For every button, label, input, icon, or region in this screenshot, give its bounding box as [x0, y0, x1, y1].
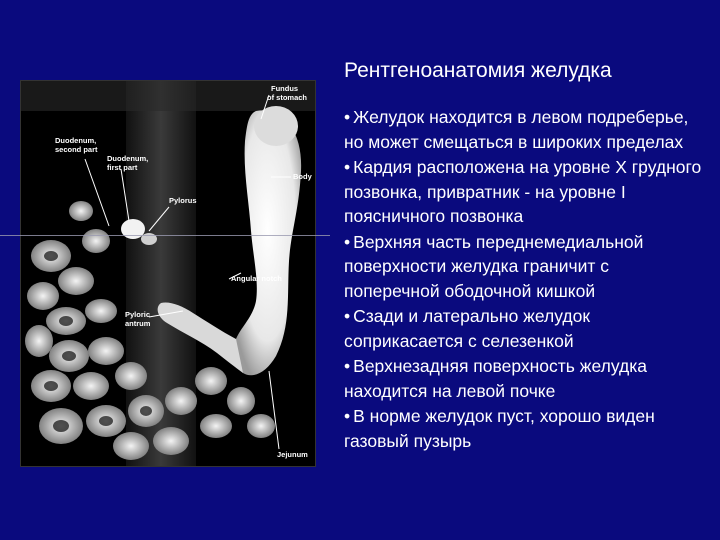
bullet-text: Желудок находится в левом подреберье, но может смещаться в широких пределах [344, 107, 689, 152]
bullet-text: Верхняя часть переднемедиальной поверхности желудка граничит с поперечной ободочной кишкой [344, 231, 644, 301]
horizontal-divider-line [0, 235, 330, 236]
bullet-text: Верхнезадняя поверхность желудка находится на левой почке [344, 356, 647, 401]
label-duodenum-first: Duodenum, first part [107, 154, 149, 172]
label-body: Body [293, 172, 312, 181]
bullet-text: Сзади и латерально желудок соприкасается с селезенкой [344, 306, 591, 351]
bullet-item [344, 105, 706, 154]
label-pylorus: Pylorus [169, 196, 197, 205]
label-angular-notch: Angular notch [231, 274, 282, 283]
bullet-item [344, 230, 706, 304]
bullet-marker: • [344, 306, 351, 327]
bullet-marker: • [344, 406, 351, 427]
bullet-marker: • [344, 157, 351, 178]
bullet-item [344, 404, 706, 453]
bullet-text: Кардия расположена на уровне X грудного позвонка, привратник - на уровне I поясничного позвонка [344, 157, 702, 227]
xray-image [20, 80, 316, 467]
label-duodenum-second: Duodenum, second part [55, 136, 98, 154]
stomach-body-shape [234, 110, 301, 375]
label-pyloric-antrum: Pyloric antrum [125, 310, 151, 328]
duodenal-bulb-shape [121, 219, 145, 239]
fundus-shape [254, 106, 298, 146]
xray-illustration [21, 81, 315, 466]
bullet-marker: • [344, 107, 351, 128]
bullet-list [344, 105, 706, 453]
label-fundus: Fundus of stomach [267, 84, 308, 102]
label-jejunum: Jejunum [277, 450, 308, 459]
bullet-marker: • [344, 356, 351, 377]
bullet-marker: • [344, 231, 351, 252]
bullet-item [344, 354, 706, 403]
slide-title: Рентгеноанатомия желудка [344, 59, 612, 82]
bullet-item [344, 304, 706, 353]
text-content [344, 58, 706, 454]
bullet-text: В норме желудок пуст, хорошо виден газовый пузырь [344, 406, 655, 451]
bullet-item [344, 155, 706, 229]
